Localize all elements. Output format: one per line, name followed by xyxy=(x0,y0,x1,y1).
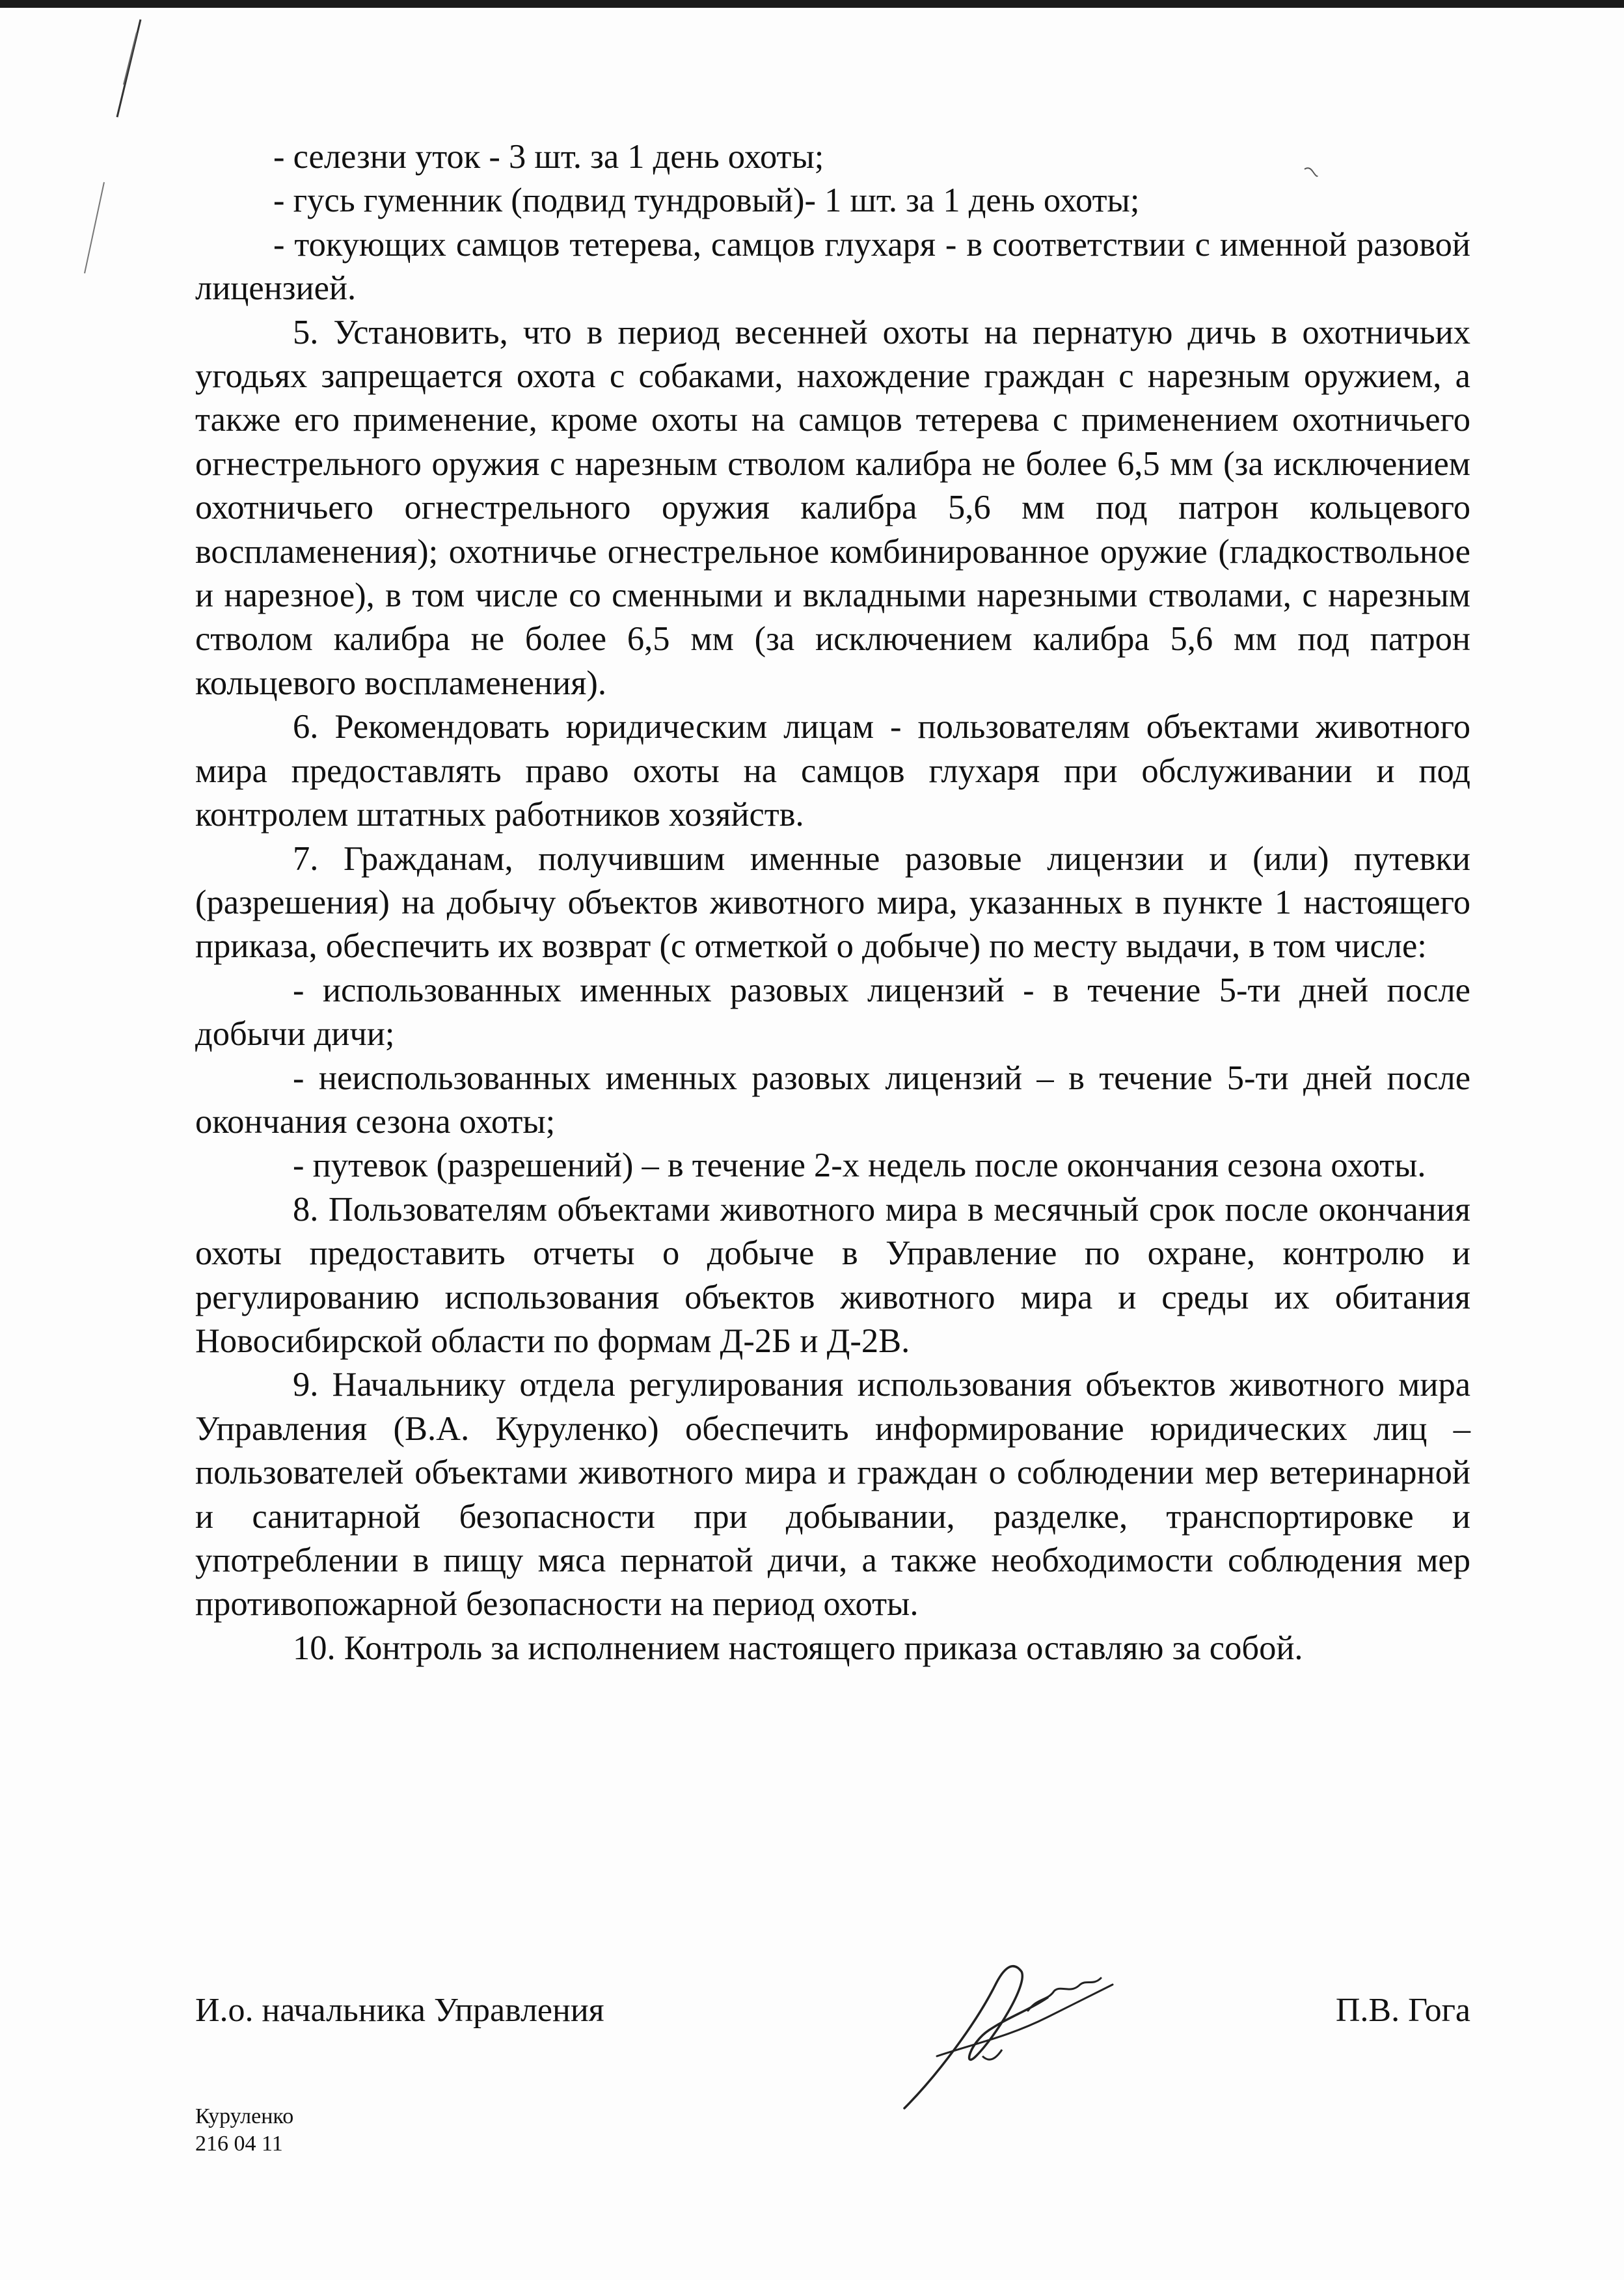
signature-block xyxy=(195,1991,1470,2037)
paragraph: - селезни уток - 3 шт. за 1 день охоты; xyxy=(273,138,824,176)
scan-artifact-marks xyxy=(78,13,150,286)
paragraph: 8. Пользователям объектами животного мира в месячный срок после окончания охоты предоставить отчеты о добыче в Управление по охране, контролю и регулированию использования объектов животного мира и среды их обитания Новосибирской области по формам Д-2Б и Д-2В. xyxy=(195,1190,1470,1360)
paragraph: - путевок (разрешений) – в течение 2-х недель после окончания сезона охоты. xyxy=(293,1147,1426,1185)
executor-phone: 216 04 11 xyxy=(195,2132,283,2156)
executor-block xyxy=(195,2103,293,2158)
scan-top-edge xyxy=(0,0,1624,8)
paragraph: 9. Начальнику отдела регулирования использования объектов животного мира Управления (В.А. Куруленко) обеспечить информирование юридических лиц – пользователей объектами животного мира и граждан о соблюдении мер ветеринарной и санитарной безопасности при добывании, разделке, транспортировке и употреблении в пищу мяса пернатой дичи, а также необходимости соблюдения мер противопожарной безопасности на период охоты. xyxy=(195,1366,1470,1623)
handwritten-signature xyxy=(898,1946,1119,2115)
signatory-post: И.о. начальника Управления xyxy=(195,1992,604,2029)
paragraph: - токующих самцов тетерева, самцов глухаря - в соответствии с именной разовой лицензией. xyxy=(195,225,1470,308)
executor-name: Куруленко xyxy=(195,2104,294,2128)
paragraph: - использованных именных разовых лицензий - в течение 5-ти дней после добычи дичи; xyxy=(195,971,1470,1053)
paragraph: - неиспользованных именных разовых лицензий – в течение 5-ти дней после окончания сезона охоты; xyxy=(195,1059,1470,1141)
signatory-name: П.В. Гога xyxy=(1335,1992,1470,2029)
paragraph: 6. Рекомендовать юридическим лицам - пользователям объектами животного мира предоставлять право охоты на самцов глухаря при обслуживании и под контролем штатных работников хозяйств. xyxy=(195,708,1470,834)
paragraph: 5. Установить, что в период весенней охоты на пернатую дичь в охотничьих угодьях запрещается охота с собаками, нахождение граждан с нарезным оружием, а также его применение, кроме охоты на самцов тетерева с применением охотничьего огнестрельного оружия с нарезным стволом калибра не более 6,5 мм (за исключением охотничьего огнестрельного оружия калибра 5,6 мм под патрон кольцевого воспламенения); охотничье огнестрельное комбинированное оружие (гладкоствольное и нарезное), в том числе со сменными и вкладными нарезными стволами, с нарезным стволом калибра не более 6,5 мм (за исключением калибра 5,6 мм под патрон кольцевого воспламенения). xyxy=(195,313,1470,702)
document-body xyxy=(195,135,1470,1670)
paragraph: - гусь гуменник (подвид тундровый)- 1 шт. за 1 день охоты; xyxy=(273,182,1140,220)
paragraph: 10. Контроль за исполнением настоящего приказа оставляю за собой. xyxy=(293,1629,1303,1667)
paragraph: 7. Гражданам, получившим именные разовые лицензии и (или) путевки (разрешения) на добычу объектов животного мира, указанных в пункте 1 настоящего приказа, обеспечить их возврат (с отметкой о добыче) по месту выдачи, в том числе: xyxy=(195,839,1470,966)
